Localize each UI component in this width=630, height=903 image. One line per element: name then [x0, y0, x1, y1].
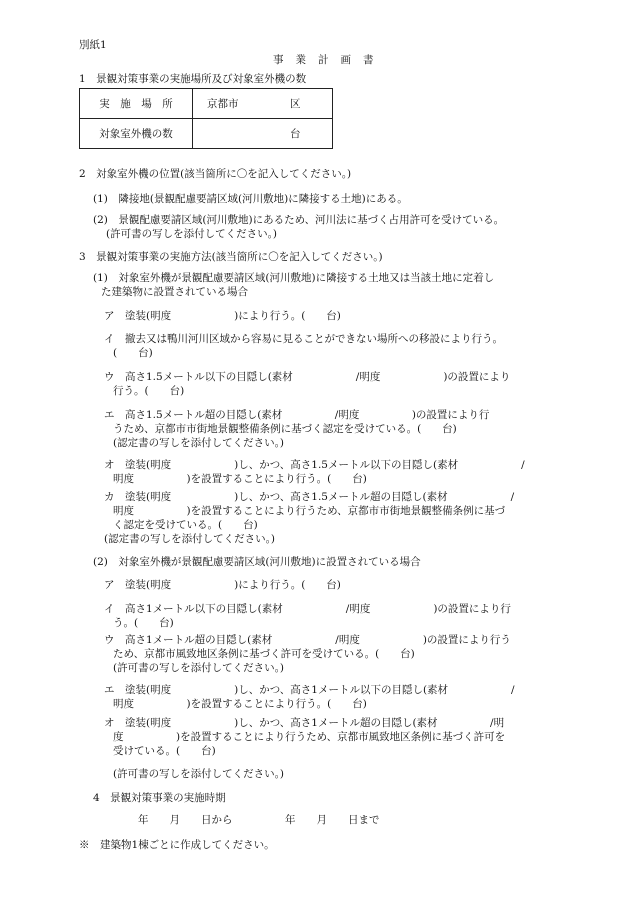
option-o1-line2: 明度 )を設置することにより行う。( 台) [113, 473, 367, 485]
option-a1: ア 塗装(明度 )により行う。( 台) [104, 310, 341, 322]
option-u1-line1: ウ 高さ1.5メートル以下の目隠し(素材 /明度 )の設置により [104, 371, 511, 383]
section3-sub1-line2: た建築物に設置されている場合 [101, 286, 248, 298]
location-label: 実 施 場 所 [80, 89, 193, 119]
section2-item1: (1) 隣接地(景観配慮要請区域(河川敷地)に隣接する土地)にある。 [93, 193, 408, 205]
option-o2-line2: 度 )を設置することにより行うため、京都市風致地区条例に基づく許可を [113, 731, 506, 743]
option-ka1-line2: 明度 )を設置することにより行うため、京都市市街地景観整備条例に基づ [113, 505, 506, 517]
ward-unit-text: 区 [290, 98, 301, 110]
option-i2-line2: う。( 台) [113, 617, 174, 629]
implementation-period: 年 月 日から 年 月 日まで [138, 814, 380, 826]
section4-heading: 4 景観対策事業の実施時期 [93, 792, 226, 804]
option-u1-line2: 行う。( 台) [113, 385, 185, 397]
table-row [80, 119, 333, 149]
attachment-label: 別紙1 [79, 39, 107, 51]
option-i2-line1: イ 高さ1メートル以下の目隠し(素材 /明度 )の設置により行 [104, 603, 511, 615]
count-unit-text: 台 [290, 128, 301, 140]
option-o2-line4: (許可書の写しを添付してください。) [113, 768, 284, 780]
option-u2-line3: (許可書の写しを添付してください。) [113, 662, 284, 674]
location-value-cell [193, 89, 333, 119]
option-o2-line1: オ 塗装(明度 )し、かつ、高さ1メートル超の目隠し(素材 /明 [104, 717, 505, 729]
section3-heading: 3 景観対策事業の実施方法(該当箇所に〇を記入してください。) [79, 251, 383, 263]
unit-count-value-cell [193, 119, 333, 149]
section2-heading: 2 対象室外機の位置(該当箇所に〇を記入してください。) [79, 168, 352, 180]
section3-sub1-line1: (1) 対象室外機が景観配慮要請区域(河川敷地)に隣接する土地又は当該土地に定着し [93, 272, 495, 284]
option-ka1-line1: カ 塗装(明度 )し、かつ、高さ1.5メートル超の目隠し(素材 / [104, 491, 515, 503]
option-e1-line1: エ 高さ1.5メートル超の目隠し(素材 /明度 )の設置により行 [104, 409, 490, 421]
section1-heading: 1 景観対策事業の実施場所及び対象室外機の数 [79, 73, 307, 85]
option-o1-line1: オ 塗装(明度 )し、かつ、高さ1.5メートル以下の目隠し(素材 / [104, 459, 525, 471]
section2-item2-line1: (2) 景観配慮要請区域(河川敷地)にあるため、河川法に基づく占用許可を受けている。 [93, 214, 505, 226]
option-ka1-line4: (認定書の写しを添付してください。) [104, 533, 275, 545]
section2-item2-line2: (許可書の写しを添付してください。) [106, 228, 277, 240]
footnote: ※ 建築物1棟ごとに作成してください。 [79, 839, 275, 851]
section3-sub2: (2) 対象室外機が景観配慮要請区域(河川敷地)に設置されている場合 [93, 556, 421, 568]
table-row [80, 89, 333, 119]
option-e2-line1: エ 塗装(明度 )し、かつ、高さ1メートル以下の目隠し(素材 / [104, 684, 515, 696]
option-e1-line2: うため、京都市市街地景観整備条例に基づく認定を受けている。( 台) [113, 423, 457, 435]
document-title: 事業計画書 [273, 54, 386, 66]
option-i1-line2: ( 台) [113, 347, 153, 359]
option-e1-line3: (認定書の写しを添付してください。) [113, 437, 284, 449]
option-u2-line2: ため、京都市風致地区条例に基づく許可を受けている。( 台) [113, 648, 415, 660]
option-o2-line3: 受けている。( 台) [113, 745, 216, 757]
option-e2-line2: 明度 )を設置することにより行う。( 台) [113, 698, 367, 710]
option-ka1-line3: く認定を受けている。( 台) [113, 519, 258, 531]
unit-count-label: 対象室外機の数 [80, 119, 193, 149]
option-a2: ア 塗装(明度 )により行う。( 台) [104, 579, 341, 591]
option-i1-line1: イ 撤去又は鴨川河川区域から容易に見ることができない場所への移設により行う。 [104, 333, 503, 345]
option-u2-line1: ウ 高さ1メートル超の目隠し(素材 /明度 )の設置により行う [104, 634, 511, 646]
city-text: 京都市 [207, 98, 239, 110]
location-table [79, 88, 333, 149]
